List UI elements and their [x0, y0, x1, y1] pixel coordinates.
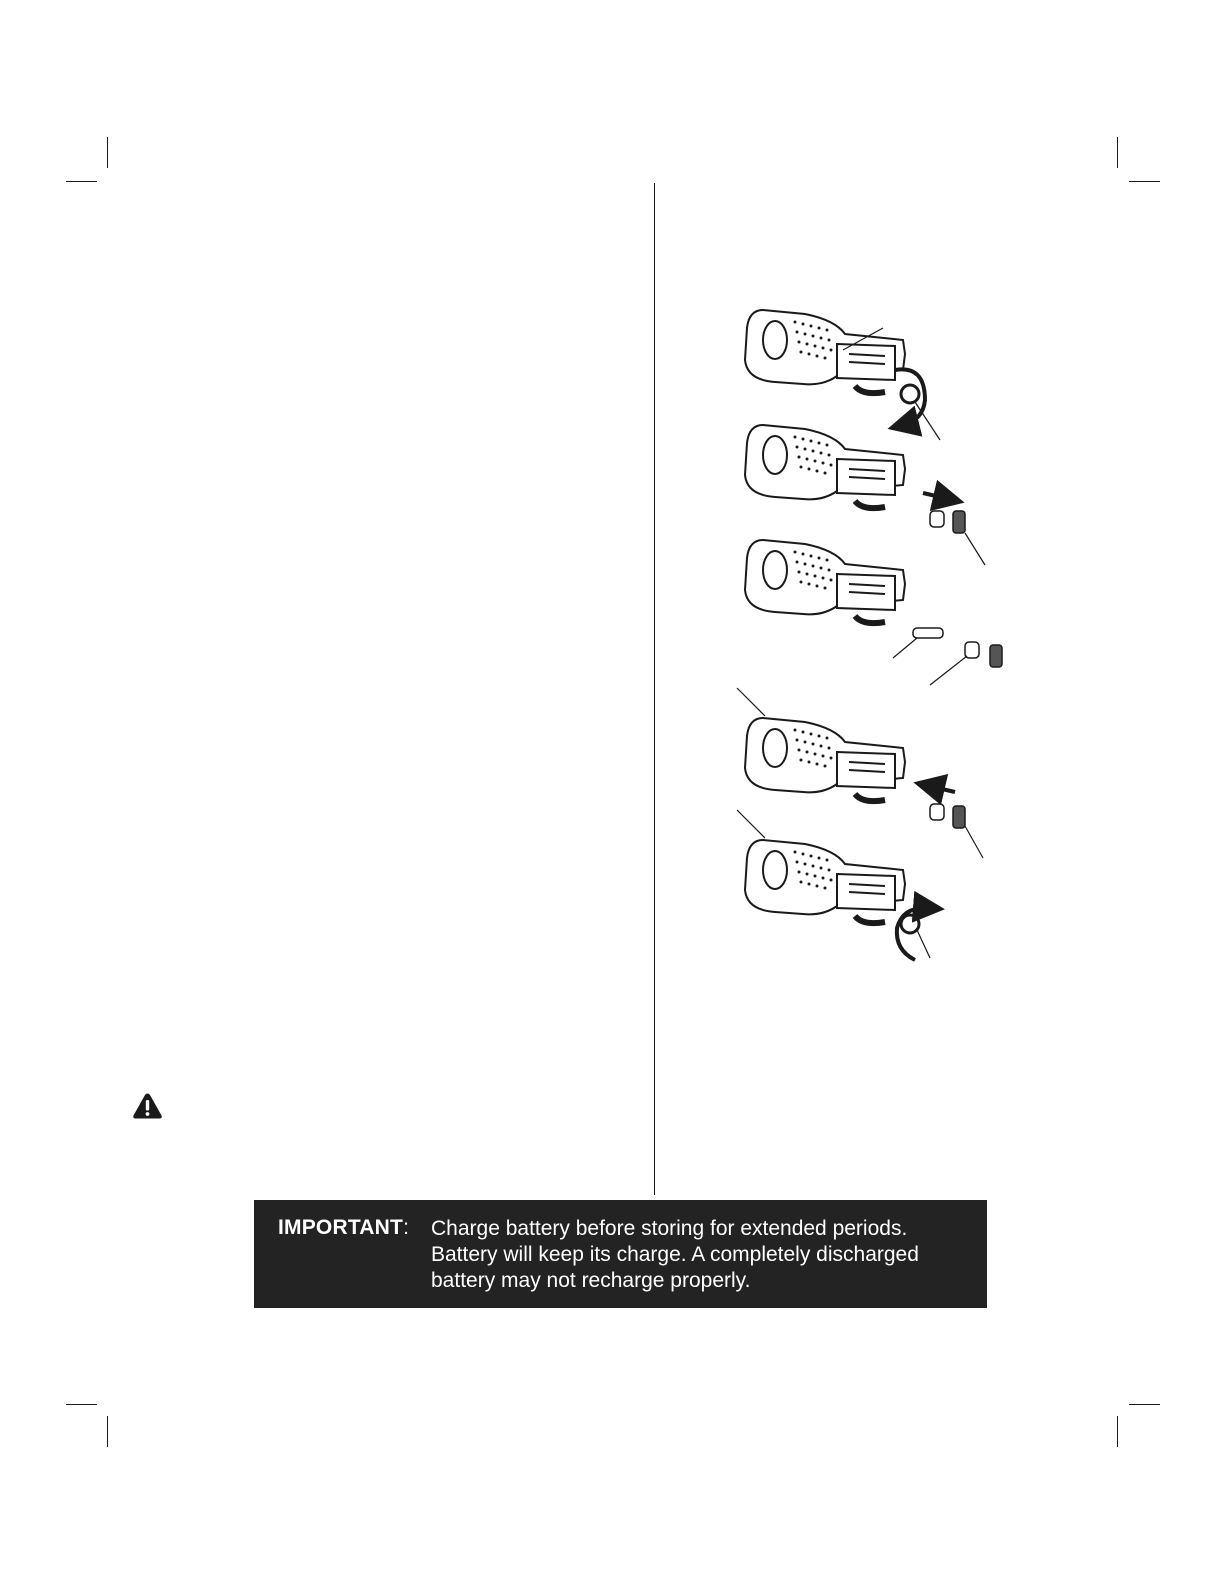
important-message: [431, 1216, 971, 1294]
important-colon: :: [403, 1216, 410, 1239]
important-line-3: battery may not recharge properly.: [431, 1269, 751, 1292]
step-5-tighten-cap: [737, 810, 930, 960]
column-divider: [654, 183, 655, 1195]
important-label: [278, 1216, 409, 1240]
fuse-replacement-steps-illustration: [730, 300, 1030, 980]
step-3-replace-fuse: [745, 540, 1002, 685]
crop-mark-top-right-v: [1117, 137, 1118, 168]
step-1-unscrew-cap: [745, 310, 940, 440]
crop-mark-bottom-right-h: [1129, 1404, 1160, 1405]
warning-triangle-icon: [132, 1092, 163, 1120]
important-notice-box: [254, 1200, 987, 1308]
important-label-text: IMPORTANT: [278, 1216, 404, 1239]
crop-mark-bottom-right-v: [1117, 1416, 1118, 1447]
crop-mark-top-right-h: [1129, 181, 1160, 182]
crop-mark-top-left-v: [107, 137, 108, 168]
crop-mark-top-left-h: [66, 181, 97, 182]
important-line-2: Battery will keep its charge. A completely discharged: [431, 1243, 919, 1266]
important-line-1: Charge battery before storing for extended periods.: [431, 1217, 908, 1240]
crop-mark-bottom-left-v: [107, 1416, 108, 1447]
crop-mark-bottom-left-h: [66, 1404, 97, 1405]
step-4-reinsert-cap: [737, 688, 983, 858]
